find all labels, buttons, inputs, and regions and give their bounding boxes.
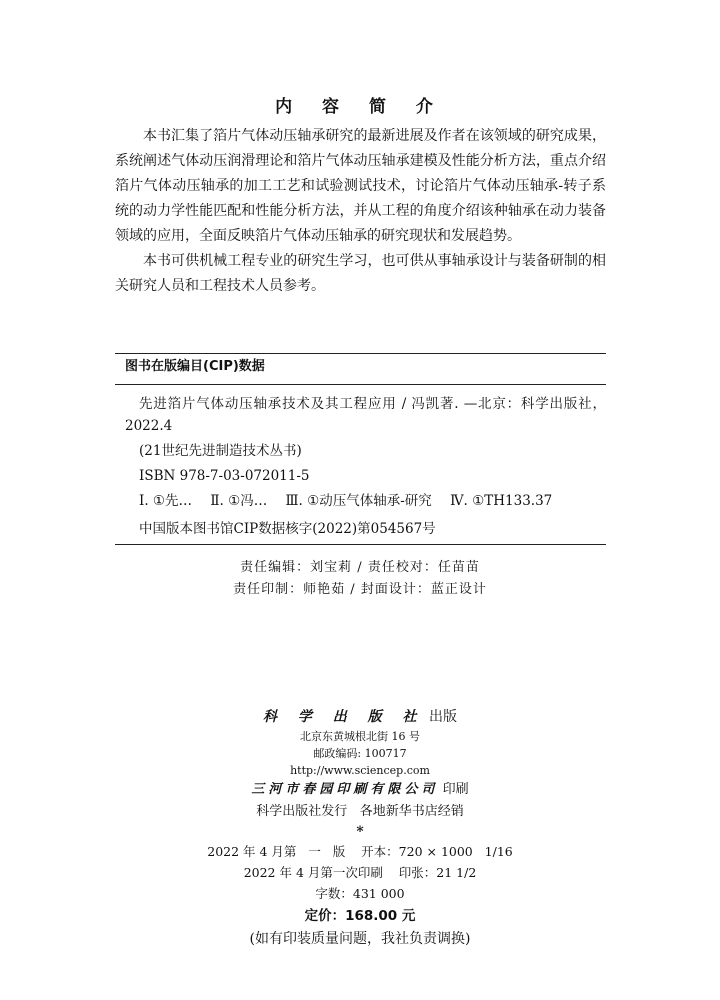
- classification-item: Ⅳ. ①TH133.37: [450, 493, 553, 509]
- editors-line: 责任印制：师艳茹 / 封面设计：蓝正设计: [233, 582, 487, 597]
- printer-suffix: 印刷: [442, 782, 469, 797]
- editors-line: 责任编辑：刘宝莉 / 责任校对：任苗苗: [240, 560, 480, 575]
- printer-name: 三河市春园印刷有限公司: [251, 782, 439, 797]
- classification-item: Ⅲ. ①动压气体轴承-研究: [285, 493, 432, 509]
- printing-line: 2022 年 4 月第一次印刷 印张：21 1/2: [243, 865, 477, 880]
- intro-paragraph: 本书汇集了箔片气体动压轴承研究的最新进展及作者在该领域的研究成果，系统阐述气体动压润滑理论和箔片气体动压轴承建模及性能分析方法，重点介绍箔片气体动压轴承的加工工艺和试验测试技术，讨论箔片气体动压轴承-转子系统的动力学性能匹配和性能分析方法，并从工程的角度介绍该种轴承在动力装备领域的应用，全面反映箔片气体动压轴承的研究现状和发展趋势。: [115, 128, 606, 244]
- bottom-rule: [115, 544, 606, 545]
- publisher-url: http://www.sciencep.com: [290, 764, 430, 777]
- publisher-block: [0, 706, 720, 950]
- publisher-address: 北京东黄城根北街 16 号: [300, 730, 420, 743]
- publisher-suffix: 出版: [428, 709, 457, 725]
- intro-paragraph: 本书可供机械工程专业的研究生学习，也可供从事轴承设计与装备研制的相关研究人员和工程技术人员参考。: [115, 253, 606, 294]
- quality-notice: (如有印装质量问题，我社负责调换): [249, 931, 471, 947]
- edition-line: 2022 年 4 月第 一 版 开本：720 × 1000 1/16: [207, 844, 513, 859]
- word-count: 字数：431 000: [315, 886, 405, 901]
- cip-isbn: ISBN 978-7-03-072011-5: [139, 468, 310, 484]
- top-rule: [115, 353, 606, 354]
- cip-book-line: 先进箔片气体动压轴承技术及其工程应用 / 冯凯著. —北京：科学出版社，2022.4: [125, 396, 606, 434]
- classification-item: Ⅱ. ①冯…: [210, 493, 268, 509]
- classification-item: Ⅰ. ①先…: [139, 493, 193, 509]
- cip-record: 中国版本图书馆CIP数据核字(2022)第054567号: [139, 521, 436, 537]
- publisher-postcode: 邮政编码: 100717: [313, 747, 407, 760]
- star-separator: *: [356, 824, 364, 840]
- cip-data-block: [115, 353, 606, 545]
- intro-section: [115, 124, 606, 299]
- publisher-name-line: [0, 706, 720, 728]
- editors-block: [0, 557, 720, 601]
- price: 定价：168.00 元: [304, 908, 416, 924]
- distribution-line: 科学出版社发行 各地新华书店经销: [256, 804, 464, 819]
- cip-classification: [115, 490, 606, 512]
- page-title: 内 容 简 介: [275, 97, 445, 117]
- publisher-logo-text: 科 学 出 版 社: [263, 709, 425, 725]
- cip-heading: 图书在版编目(CIP)数据: [125, 359, 265, 374]
- printer-line: [0, 779, 720, 801]
- cip-series: (21世纪先进制造技术丛书): [139, 443, 302, 459]
